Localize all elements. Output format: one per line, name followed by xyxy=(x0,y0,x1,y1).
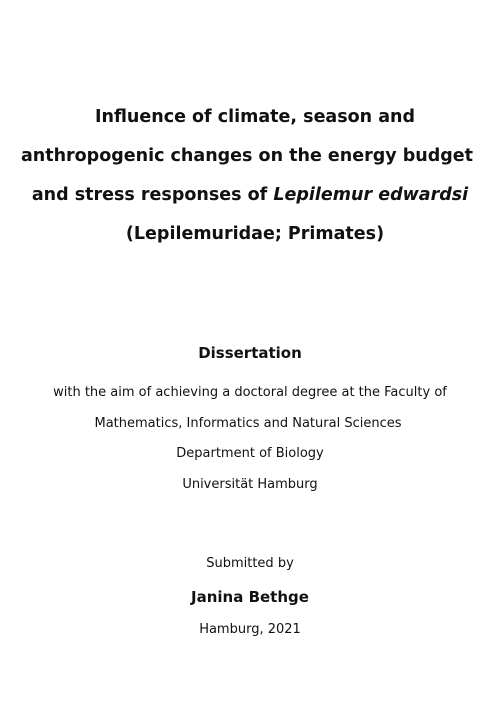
degree-statement xyxy=(0,378,500,500)
title-line-4: (Lepilemuridae; Primates) xyxy=(125,224,385,244)
degree-line-1: with the aim of achieving a doctoral degree at the Faculty of xyxy=(53,385,447,400)
submitted-by-label: Submitted by xyxy=(206,556,294,571)
author-name: Janina Bethge xyxy=(191,588,309,606)
species-name: Lepilemur edwardsi xyxy=(273,185,469,205)
title-line-2: anthropogenic changes on the energy budget xyxy=(20,146,474,166)
thesis-title xyxy=(0,98,500,254)
degree-line-2: Mathematics, Informatics and Natural Sciences xyxy=(94,415,402,431)
university: Universität Hamburg xyxy=(182,476,318,492)
place-and-year: Hamburg, 2021 xyxy=(199,622,301,637)
title-line-3-text: and stress responses of xyxy=(31,185,274,205)
dissertation-heading: Dissertation xyxy=(198,344,302,362)
department: Department of Biology xyxy=(176,446,324,461)
title-line-3 xyxy=(0,176,500,215)
title-line-1: Influence of climate, season and xyxy=(94,107,416,127)
